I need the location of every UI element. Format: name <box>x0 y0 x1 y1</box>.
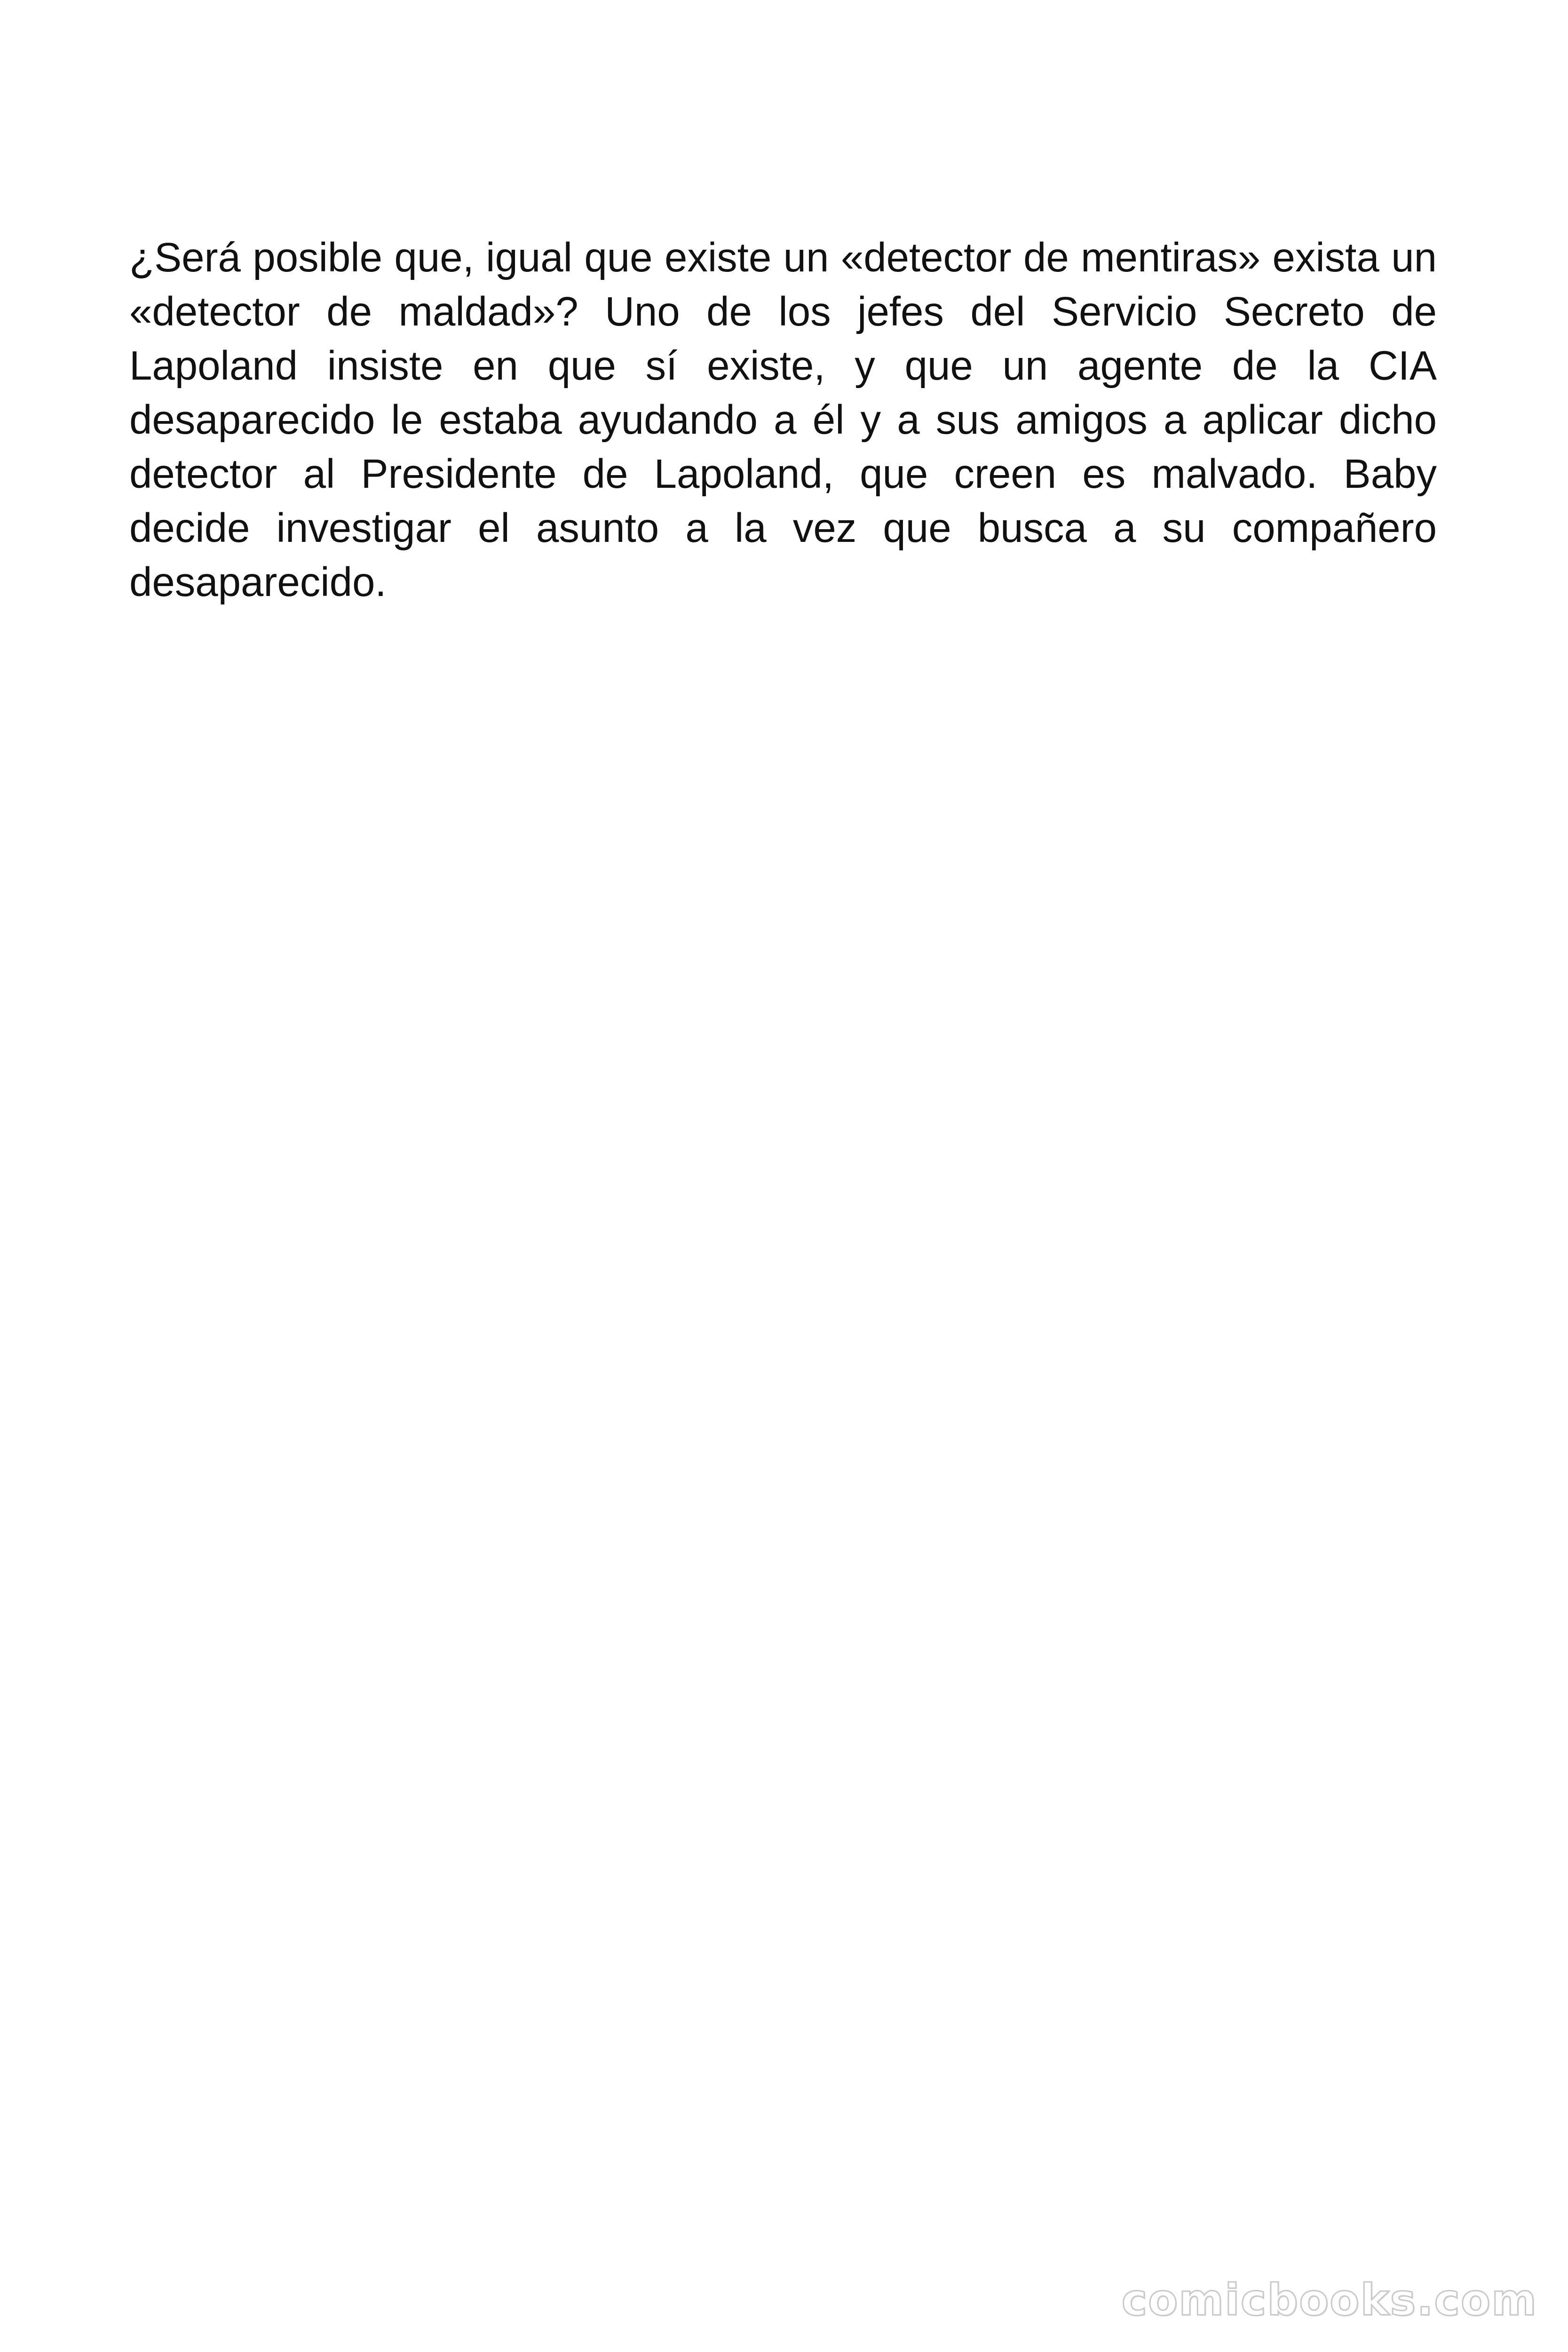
watermark: comicbooks.com <box>1121 2275 1537 2325</box>
synopsis-paragraph: ¿Será posible que, igual que existe un «detector de mentiras» exista un «detector de maldad»? Uno de los jefes del Servicio Secreto de Lapoland insiste en que sí existe, y que un agente de la CIA desaparecido le estaba ayudando a él y a sus amigos a aplicar dicho detector al Presidente de Lapoland, que creen es malvado. Baby decide investigar el asunto a la vez que busca a su compañero desaparecido. <box>129 235 1437 605</box>
